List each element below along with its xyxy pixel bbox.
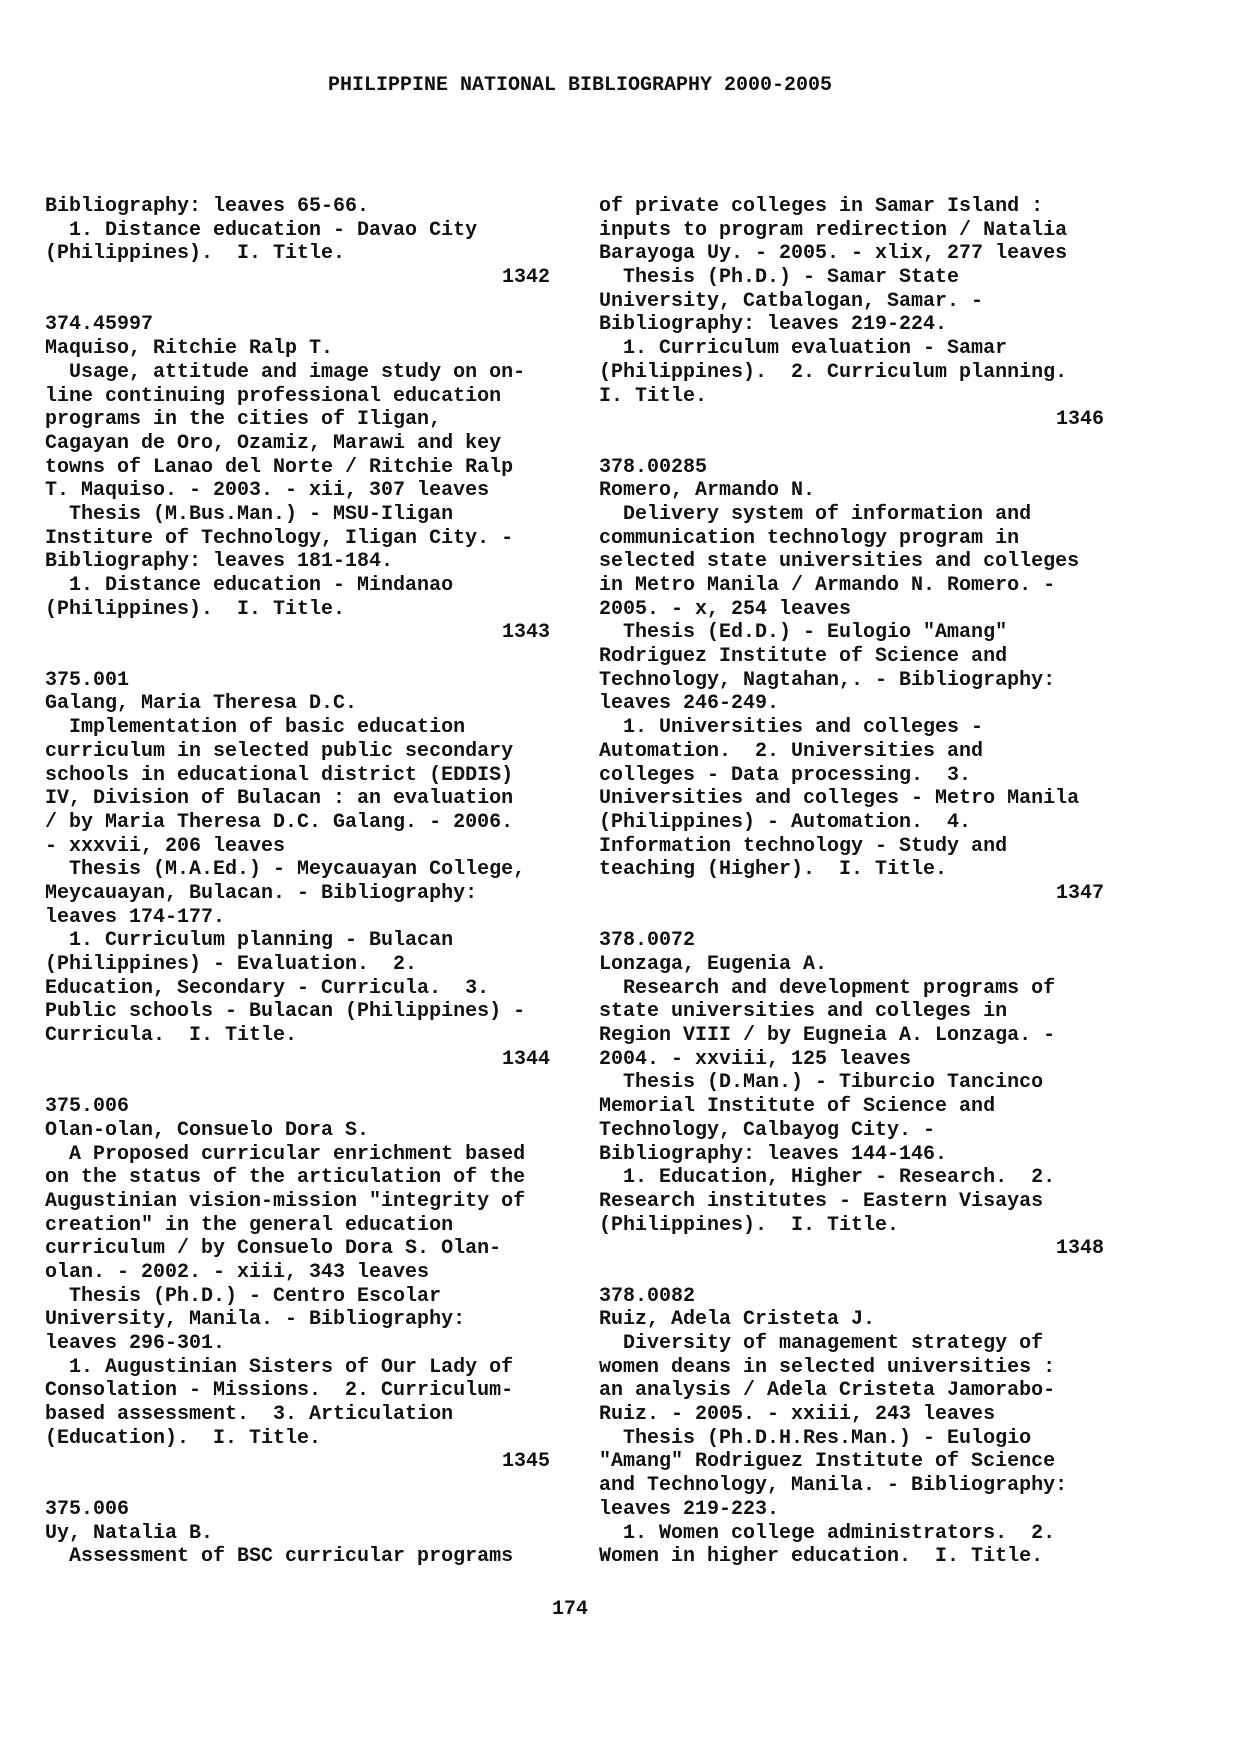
entry-line: Ruiz. - 2005. - xxiii, 243 leaves — [599, 1403, 996, 1427]
entry-number: 1344 — [501, 1047, 550, 1071]
entry-line: "Amang" Rodriguez Institute of Science — [599, 1450, 1056, 1474]
entry-number: 1342 — [501, 266, 550, 290]
entry-line: Thesis (D.Man.) - Tiburcio Tancinco — [599, 1071, 1044, 1095]
entry-line: University, Manila. - Bibliography: — [45, 1308, 466, 1332]
entry-line: of private colleges in Samar Island : — [599, 195, 1044, 218]
entry-line: Cagayan de Oro, Ozamiz, Marawi and key — [45, 431, 502, 455]
entry-line: 378.0072 — [599, 929, 696, 953]
entry-line: Maquiso, Ritchie Ralp T. — [45, 337, 334, 361]
entry-line: Implementation of basic education — [45, 716, 466, 740]
entry-line: University, Catbalogan, Samar. - — [599, 289, 984, 313]
entry-line: Automation. 2. Universities and — [599, 739, 984, 763]
entry-line: 1. Augustinian Sisters of Our Lady of — [45, 1355, 514, 1379]
entry-line: schools in educational district (EDDIS) — [45, 763, 514, 787]
entry-line: state universities and colleges in — [599, 1000, 1008, 1024]
entry-line: (Education). I. Title. — [45, 1426, 322, 1450]
entry-line: an analysis / Adela Cristeta Jamorabo- — [599, 1379, 1056, 1403]
entry-line: Uy, Natalia B. — [45, 1521, 214, 1545]
entry-line: T. Maquiso. - 2003. - xii, 307 leaves — [45, 479, 490, 503]
entry-line: in Metro Manila / Armando N. Romero. - — [599, 574, 1056, 597]
entry-line: Ruiz, Adela Cristeta J. — [599, 1308, 876, 1332]
entry-line: Public schools - Bulacan (Philippines) - — [45, 1000, 526, 1024]
entry-line: Delivery system of information and — [599, 502, 1032, 526]
entry-line: (Philippines) - Automation. 4. — [599, 810, 972, 834]
entry-line: 375.006 — [45, 1095, 130, 1119]
entry-line: Rodriguez Institute of Science and — [599, 645, 1008, 669]
entry-line: Thesis (M.A.Ed.) - Meycauayan College, — [45, 858, 526, 882]
entry-line: 1. Distance education - Mindanao — [45, 574, 454, 597]
entry-line: colleges - Data processing. 3. — [599, 763, 972, 787]
entry-line: curriculum / by Consuelo Dora S. Olan- — [45, 1237, 502, 1261]
entry-line: selected state universities and colleges — [599, 550, 1080, 574]
entry-line: Barayoga Uy. - 2005. - xlix, 277 leaves — [599, 242, 1068, 266]
entry-line: Bibliography: leaves 144-146. — [599, 1142, 948, 1166]
entry-line: Assessment of BSC curricular programs — [45, 1545, 514, 1569]
entry-line: 1. Distance education - Davao City — [45, 218, 478, 242]
entry-line: (Philippines). 2. Curriculum planning. — [599, 360, 1068, 384]
entry-line: Institure of Technology, Iligan City. - — [45, 526, 514, 550]
entry-line: leaves 296-301. — [45, 1332, 226, 1355]
blank-line — [599, 1261, 1104, 1285]
entry-line: 375.001 — [45, 668, 130, 692]
entry-line: / by Maria Theresa D.C. Galang. - 2006. — [45, 810, 514, 834]
entry-line: women deans in selected universities : — [599, 1355, 1056, 1379]
entry-line: Women in higher education. I. Title. — [599, 1545, 1044, 1569]
entry-line: IV, Division of Bulacan : an evaluation — [45, 787, 514, 811]
entry-line: A Proposed curricular enrichment based — [45, 1142, 526, 1166]
entry-number: 1346 — [1055, 408, 1104, 432]
entry-number: 1347 — [1055, 881, 1104, 905]
entry-line: Olan-olan, Consuelo Dora S. — [45, 1118, 370, 1142]
entry-line: 374.45997 — [45, 313, 154, 337]
entry-line: 1. Women college administrators. 2. — [599, 1521, 1056, 1545]
entry-line: Romero, Armando N. — [599, 479, 816, 503]
entry-line: Thesis (Ph.D.H.Res.Man.) - Eulogio — [599, 1426, 1032, 1450]
blank-line — [45, 1474, 550, 1498]
entry-line: Research and development programs of — [599, 976, 1056, 1000]
entry-line: 1. Curriculum planning - Bulacan — [45, 929, 454, 953]
entry-line: Information technology - Study and — [599, 834, 1008, 858]
entry-line: 1. Education, Higher - Research. 2. — [599, 1166, 1056, 1190]
entry-line: curriculum in selected public secondary — [45, 739, 514, 763]
entry-line: Bibliography: leaves 181-184. — [45, 550, 394, 574]
entry-line: leaves 219-223. — [599, 1497, 780, 1521]
entry-line: Memorial Institute of Science and — [599, 1095, 996, 1119]
entry-line: line continuing professional education — [45, 384, 502, 408]
entry-line: Lonzaga, Eugenia A. — [599, 953, 828, 976]
entry-line: 2005. - x, 254 leaves — [599, 597, 852, 621]
entry-line: Thesis (M.Bus.Man.) - MSU-Iligan — [45, 502, 454, 526]
entry-line: 375.006 — [45, 1497, 130, 1521]
entry-line: (Philippines). I. Title. — [45, 597, 346, 621]
page-header: PHILIPPINE NATIONAL BIBLIOGRAPHY 2000-2005 — [327, 74, 833, 97]
entry-line: on the status of the articulation of the — [45, 1166, 526, 1190]
right-column — [599, 195, 1104, 1569]
entry-line: 378.0082 — [599, 1284, 696, 1308]
blank-line — [45, 1071, 550, 1095]
entry-line: Consolation - Missions. 2. Curriculum- — [45, 1379, 514, 1403]
entry-line: programs in the cities of Iligan, — [45, 408, 442, 432]
entry-line: Bibliography: leaves 65-66. — [45, 195, 370, 218]
entry-line: 378.00285 — [599, 455, 708, 479]
entry-number: 1343 — [501, 621, 550, 645]
entry-line: towns of Lanao del Norte / Ritchie Ralp — [45, 455, 514, 479]
entry-line: inputs to program redirection / Natalia — [599, 218, 1068, 242]
entry-line: Augustinian vision-mission "integrity of — [45, 1189, 526, 1213]
entry-line: 2004. - xxviii, 125 leaves — [599, 1047, 912, 1071]
entry-line: teaching (Higher). I. Title. — [599, 858, 948, 882]
entry-line: - xxxvii, 206 leaves — [45, 834, 286, 858]
entry-line: Thesis (Ph.D.) - Samar State — [599, 266, 960, 290]
entry-line: Technology, Calbayog City. - — [599, 1118, 936, 1142]
left-column — [45, 195, 550, 1569]
blank-line — [45, 290, 550, 314]
entry-number: 1345 — [501, 1450, 550, 1474]
entry-line: Meycauayan, Bulacan. - Bibliography: — [45, 881, 478, 905]
blank-line — [599, 906, 1104, 930]
entry-line: Research institutes - Eastern Visayas — [599, 1189, 1044, 1213]
entry-line: Bibliography: leaves 219-224. — [599, 313, 948, 337]
entry-line: Universities and colleges - Metro Manila — [599, 787, 1080, 811]
entry-line: Usage, attitude and image study on on- — [45, 360, 526, 384]
entry-number: 1348 — [1055, 1237, 1104, 1261]
entry-line: I. Title. — [599, 384, 708, 408]
entry-line: (Philippines). I. Title. — [45, 242, 346, 266]
entry-line: Region VIII / by Eugneia A. Lonzaga. - — [599, 1024, 1056, 1048]
entry-line: (Philippines) - Evaluation. 2. — [45, 953, 418, 976]
entry-line: Thesis (Ed.D.) - Eulogio "Amang" — [599, 621, 1008, 645]
entry-line: leaves 246-249. — [599, 692, 780, 716]
entry-line: Galang, Maria Theresa D.C. — [45, 692, 358, 716]
blank-line — [599, 432, 1104, 456]
entry-line: leaves 174-177. — [45, 905, 226, 929]
entry-line: Diversity of management strategy of — [599, 1332, 1044, 1355]
entry-line: 1. Curriculum evaluation - Samar — [599, 337, 1008, 361]
entry-line: olan. - 2002. - xiii, 343 leaves — [45, 1260, 430, 1284]
entry-line: Thesis (Ph.D.) - Centro Escolar — [45, 1284, 442, 1308]
entry-line: Curricula. I. Title. — [45, 1024, 298, 1048]
entry-line: Technology, Nagtahan,. - Bibliography: — [599, 668, 1056, 692]
entry-line: (Philippines). I. Title. — [599, 1213, 900, 1237]
entry-line: communication technology program in — [599, 526, 1020, 550]
entry-line: 1. Universities and colleges - — [599, 716, 984, 740]
page-number: 174 — [551, 1598, 588, 1621]
entry-line: and Technology, Manila. - Bibliography: — [599, 1474, 1068, 1498]
entry-line: creation" in the general education — [45, 1213, 454, 1237]
entry-line: Education, Secondary - Curricula. 3. — [45, 976, 490, 1000]
entry-line: based assessment. 3. Articulation — [45, 1403, 454, 1427]
blank-line — [45, 645, 550, 669]
